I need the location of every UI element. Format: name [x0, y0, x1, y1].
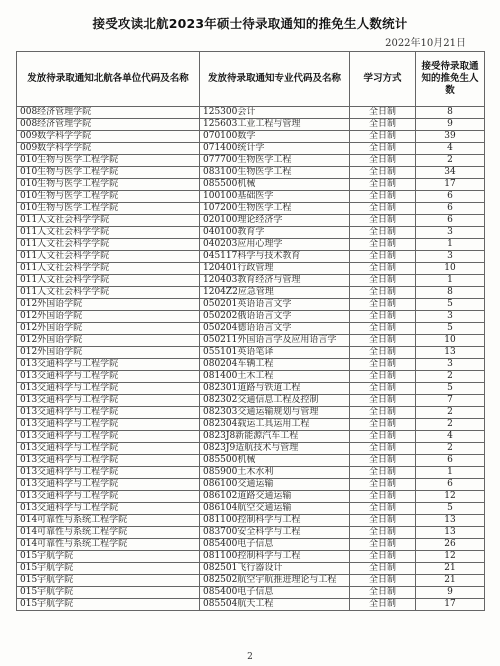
- mode-cell: 全日制: [350, 287, 416, 299]
- table-row: [17, 587, 485, 599]
- major-cell: 082301道路与铁道工程: [200, 383, 350, 395]
- unit-cell: 011人文社会科学学院: [17, 251, 200, 263]
- unit-cell: 012外国语学院: [17, 311, 200, 323]
- major-cell: 083100生物医学工程: [200, 167, 350, 179]
- mode-cell: 全日制: [350, 455, 416, 467]
- mode-cell: 全日制: [350, 407, 416, 419]
- major-cell: 125603工业工程与管理: [200, 119, 350, 131]
- unit-cell: 008经济管理学院: [17, 107, 200, 119]
- count-cell: 3: [416, 227, 485, 239]
- unit-cell: 011人文社会科学学院: [17, 275, 200, 287]
- table-row: [17, 395, 485, 407]
- major-cell: 085500机械: [200, 455, 350, 467]
- mode-cell: 全日制: [350, 347, 416, 359]
- header-unit: 发放待录取通知北航各单位代码及名称: [17, 52, 200, 107]
- major-cell: 085400电子信息: [200, 539, 350, 551]
- unit-cell: 015宇航学院: [17, 587, 200, 599]
- count-cell: 10: [416, 263, 485, 275]
- unit-cell: 013交通科学与工程学院: [17, 479, 200, 491]
- count-cell: 21: [416, 575, 485, 587]
- major-cell: 0823J9适航技术与管理: [200, 443, 350, 455]
- major-cell: 085500机械: [200, 179, 350, 191]
- count-cell: 12: [416, 491, 485, 503]
- mode-cell: 全日制: [350, 251, 416, 263]
- major-cell: 050211外国语言学及应用语言学: [200, 335, 350, 347]
- unit-cell: 013交通科学与工程学院: [17, 431, 200, 443]
- table-row: [17, 287, 485, 299]
- mode-cell: 全日制: [350, 191, 416, 203]
- major-cell: 082302交通信息工程及控制: [200, 395, 350, 407]
- table-row: [17, 431, 485, 443]
- table-row: [17, 539, 485, 551]
- count-cell: 7: [416, 395, 485, 407]
- unit-cell: 011人文社会科学学院: [17, 239, 200, 251]
- count-cell: 5: [416, 299, 485, 311]
- count-cell: 3: [416, 359, 485, 371]
- unit-cell: 014可靠性与系统工程学院: [17, 527, 200, 539]
- mode-cell: 全日制: [350, 275, 416, 287]
- table-row: [17, 563, 485, 575]
- count-cell: 5: [416, 323, 485, 335]
- unit-cell: 013交通科学与工程学院: [17, 491, 200, 503]
- major-cell: 045117科学与技术教育: [200, 251, 350, 263]
- mode-cell: 全日制: [350, 479, 416, 491]
- mode-cell: 全日制: [350, 515, 416, 527]
- major-cell: 020100理论经济学: [200, 215, 350, 227]
- unit-cell: 010生物与医学工程学院: [17, 203, 200, 215]
- table-row: [17, 527, 485, 539]
- major-cell: 081400土木工程: [200, 371, 350, 383]
- unit-cell: 012外国语学院: [17, 323, 200, 335]
- unit-cell: 015宇航学院: [17, 575, 200, 587]
- count-cell: 9: [416, 119, 485, 131]
- unit-cell: 013交通科学与工程学院: [17, 443, 200, 455]
- count-cell: 2: [416, 155, 485, 167]
- major-cell: 082303交通运输规划与管理: [200, 407, 350, 419]
- header-count: 接受待录取通知的推免生人数: [416, 52, 485, 107]
- mode-cell: 全日制: [350, 179, 416, 191]
- table-row: [17, 407, 485, 419]
- table-row: [17, 359, 485, 371]
- unit-cell: 014可靠性与系统工程学院: [17, 539, 200, 551]
- count-cell: 5: [416, 383, 485, 395]
- major-cell: 081100控制科学与工程: [200, 551, 350, 563]
- count-cell: 4: [416, 431, 485, 443]
- mode-cell: 全日制: [350, 539, 416, 551]
- mode-cell: 全日制: [350, 443, 416, 455]
- document-date: 2022年10月21日: [385, 38, 466, 49]
- table-row: [17, 215, 485, 227]
- unit-cell: 011人文社会科学学院: [17, 215, 200, 227]
- major-cell: 107200生物医学工程: [200, 203, 350, 215]
- count-cell: 13: [416, 347, 485, 359]
- major-cell: 070100数学: [200, 131, 350, 143]
- major-cell: 050204德语语言文学: [200, 323, 350, 335]
- mode-cell: 全日制: [350, 215, 416, 227]
- major-cell: 080204车辆工程: [200, 359, 350, 371]
- table-row: [17, 479, 485, 491]
- major-cell: 050201英语语言文学: [200, 299, 350, 311]
- unit-cell: 008经济管理学院: [17, 119, 200, 131]
- unit-cell: 011人文社会科学学院: [17, 287, 200, 299]
- count-cell: 17: [416, 179, 485, 191]
- table-row: [17, 251, 485, 263]
- table-row: [17, 179, 485, 191]
- mode-cell: 全日制: [350, 227, 416, 239]
- table-row: [17, 299, 485, 311]
- mode-cell: 全日制: [350, 527, 416, 539]
- header-mode: 学习方式: [350, 52, 416, 107]
- mode-cell: 全日制: [350, 335, 416, 347]
- mode-cell: 全日制: [350, 587, 416, 599]
- mode-cell: 全日制: [350, 491, 416, 503]
- mode-cell: 全日制: [350, 599, 416, 611]
- count-cell: 8: [416, 107, 485, 119]
- count-cell: 17: [416, 599, 485, 611]
- unit-cell: 011人文社会科学学院: [17, 227, 200, 239]
- major-cell: 0823J8新能源汽车工程: [200, 431, 350, 443]
- table-row: [17, 551, 485, 563]
- major-cell: 083700安全科学与工程: [200, 527, 350, 539]
- table-row: [17, 263, 485, 275]
- unit-cell: 013交通科学与工程学院: [17, 419, 200, 431]
- major-cell: 125300会计: [200, 107, 350, 119]
- mode-cell: 全日制: [350, 359, 416, 371]
- count-cell: 1: [416, 239, 485, 251]
- table-row: [17, 311, 485, 323]
- table-row: [17, 143, 485, 155]
- count-cell: 34: [416, 167, 485, 179]
- count-cell: 13: [416, 515, 485, 527]
- major-cell: 040203应用心理学: [200, 239, 350, 251]
- major-cell: 082502航空宇航推进理论与工程: [200, 575, 350, 587]
- major-cell: 100100基础医学: [200, 191, 350, 203]
- count-cell: 9: [416, 587, 485, 599]
- mode-cell: 全日制: [350, 371, 416, 383]
- table-row: [17, 383, 485, 395]
- major-cell: 086100交通运输: [200, 479, 350, 491]
- table-row: [17, 455, 485, 467]
- mode-cell: 全日制: [350, 167, 416, 179]
- mode-cell: 全日制: [350, 431, 416, 443]
- major-cell: 1204Z2应急管理: [200, 287, 350, 299]
- table-row: [17, 323, 485, 335]
- major-cell: 055101英语笔译: [200, 347, 350, 359]
- count-cell: 6: [416, 203, 485, 215]
- table-row: [17, 371, 485, 383]
- count-cell: 1: [416, 275, 485, 287]
- unit-cell: 013交通科学与工程学院: [17, 383, 200, 395]
- unit-cell: 010生物与医学工程学院: [17, 155, 200, 167]
- unit-cell: 013交通科学与工程学院: [17, 395, 200, 407]
- count-cell: 2: [416, 371, 485, 383]
- table-row: [17, 155, 485, 167]
- unit-cell: 010生物与医学工程学院: [17, 191, 200, 203]
- mode-cell: 全日制: [350, 119, 416, 131]
- unit-cell: 013交通科学与工程学院: [17, 359, 200, 371]
- count-cell: 4: [416, 143, 485, 155]
- count-cell: 3: [416, 311, 485, 323]
- table-row: [17, 119, 485, 131]
- unit-cell: 011人文社会科学学院: [17, 263, 200, 275]
- table-body: [17, 107, 485, 611]
- major-cell: 082501飞行器设计: [200, 563, 350, 575]
- count-cell: 6: [416, 191, 485, 203]
- document-title: 接受攻读北航2023年硕士待录取通知的推免生人数统计: [92, 16, 408, 31]
- major-cell: 120403教育经济与管理: [200, 275, 350, 287]
- count-cell: 6: [416, 455, 485, 467]
- count-cell: 2: [416, 443, 485, 455]
- table-row: [17, 443, 485, 455]
- mode-cell: 全日制: [350, 419, 416, 431]
- mode-cell: 全日制: [350, 299, 416, 311]
- unit-cell: 015宇航学院: [17, 563, 200, 575]
- count-cell: 8: [416, 287, 485, 299]
- count-cell: 6: [416, 215, 485, 227]
- table-row: [17, 275, 485, 287]
- unit-cell: 009数学科学学院: [17, 131, 200, 143]
- page-number: 2: [247, 652, 253, 662]
- table-row: [17, 191, 485, 203]
- unit-cell: 013交通科学与工程学院: [17, 455, 200, 467]
- major-cell: 050202俄语语言文学: [200, 311, 350, 323]
- major-cell: 071400统计学: [200, 143, 350, 155]
- unit-cell: 013交通科学与工程学院: [17, 407, 200, 419]
- table-row: [17, 347, 485, 359]
- major-cell: 085400电子信息: [200, 587, 350, 599]
- unit-cell: 010生物与医学工程学院: [17, 167, 200, 179]
- mode-cell: 全日制: [350, 239, 416, 251]
- count-cell: 39: [416, 131, 485, 143]
- major-cell: 081100控制科学与工程: [200, 515, 350, 527]
- mode-cell: 全日制: [350, 143, 416, 155]
- count-cell: 6: [416, 479, 485, 491]
- count-cell: 13: [416, 527, 485, 539]
- table-row: [17, 131, 485, 143]
- mode-cell: 全日制: [350, 503, 416, 515]
- major-cell: 085504航天工程: [200, 599, 350, 611]
- table-header-row: [17, 52, 485, 107]
- unit-cell: 009数学科学学院: [17, 143, 200, 155]
- admission-statistics-table: [16, 51, 485, 611]
- mode-cell: 全日制: [350, 551, 416, 563]
- mode-cell: 全日制: [350, 155, 416, 167]
- table-row: [17, 467, 485, 479]
- unit-cell: 015宇航学院: [17, 551, 200, 563]
- mode-cell: 全日制: [350, 467, 416, 479]
- mode-cell: 全日制: [350, 203, 416, 215]
- mode-cell: 全日制: [350, 263, 416, 275]
- count-cell: 2: [416, 407, 485, 419]
- mode-cell: 全日制: [350, 575, 416, 587]
- table-row: [17, 203, 485, 215]
- unit-cell: 015宇航学院: [17, 599, 200, 611]
- table-row: [17, 227, 485, 239]
- major-cell: 086102道路交通运输: [200, 491, 350, 503]
- mode-cell: 全日制: [350, 383, 416, 395]
- unit-cell: 012外国语学院: [17, 335, 200, 347]
- count-cell: 2: [416, 419, 485, 431]
- unit-cell: 014可靠性与系统工程学院: [17, 515, 200, 527]
- major-cell: 077700生物医学工程: [200, 155, 350, 167]
- table-row: [17, 239, 485, 251]
- major-cell: 040100教育学: [200, 227, 350, 239]
- mode-cell: 全日制: [350, 311, 416, 323]
- count-cell: 21: [416, 563, 485, 575]
- count-cell: 5: [416, 503, 485, 515]
- table-row: [17, 335, 485, 347]
- major-cell: 082304载运工具运用工程: [200, 419, 350, 431]
- unit-cell: 013交通科学与工程学院: [17, 503, 200, 515]
- unit-cell: 012外国语学院: [17, 299, 200, 311]
- unit-cell: 012外国语学院: [17, 347, 200, 359]
- table-row: [17, 491, 485, 503]
- table-row: [17, 515, 485, 527]
- unit-cell: 010生物与医学工程学院: [17, 179, 200, 191]
- count-cell: 1: [416, 467, 485, 479]
- count-cell: 10: [416, 335, 485, 347]
- table-row: [17, 575, 485, 587]
- table-row: [17, 419, 485, 431]
- unit-cell: 013交通科学与工程学院: [17, 467, 200, 479]
- unit-cell: 013交通科学与工程学院: [17, 371, 200, 383]
- header-major: 发放待录取通知专业代码及名称: [200, 52, 350, 107]
- count-cell: 12: [416, 551, 485, 563]
- count-cell: 26: [416, 539, 485, 551]
- major-cell: 086104航空交通运输: [200, 503, 350, 515]
- count-cell: 3: [416, 251, 485, 263]
- mode-cell: 全日制: [350, 563, 416, 575]
- table-row: [17, 167, 485, 179]
- table-row: [17, 599, 485, 611]
- major-cell: 085900土木水利: [200, 467, 350, 479]
- major-cell: 120401行政管理: [200, 263, 350, 275]
- table-row: [17, 503, 485, 515]
- mode-cell: 全日制: [350, 131, 416, 143]
- table-row: [17, 107, 485, 119]
- mode-cell: 全日制: [350, 395, 416, 407]
- mode-cell: 全日制: [350, 107, 416, 119]
- mode-cell: 全日制: [350, 323, 416, 335]
